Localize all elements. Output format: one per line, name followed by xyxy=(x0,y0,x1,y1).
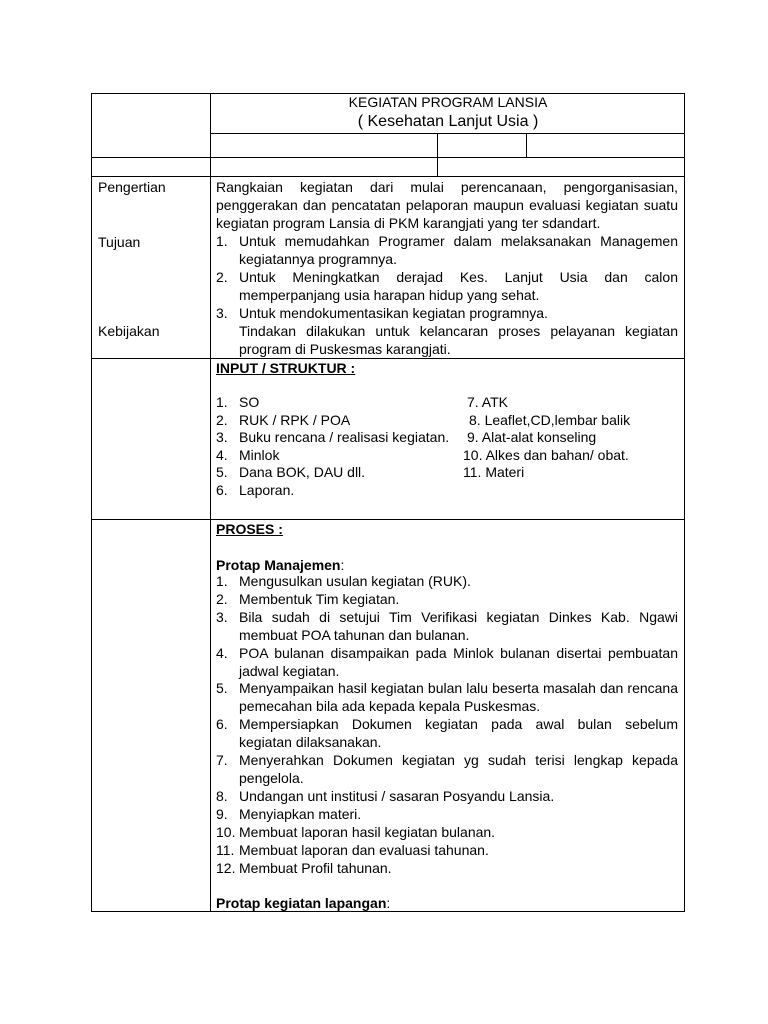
protap-manajemen-title: Protap Manajemen xyxy=(216,557,341,573)
row-divider xyxy=(91,519,685,520)
list-text: Buku rencana / realisasi kegiatan. xyxy=(239,429,450,446)
list-text: Undangan unt institusi / sasaran Posyandu Lansia. xyxy=(239,787,555,804)
list-text-right: 9. Alat-alat konseling xyxy=(467,429,597,446)
list-number: 1. xyxy=(216,573,228,589)
list-number: 1. xyxy=(216,233,228,249)
list-item xyxy=(216,645,678,681)
list-item xyxy=(216,447,678,465)
list-item xyxy=(216,860,678,878)
list-text: Dana BOK, DAU dll. xyxy=(239,464,366,481)
list-number: 8. xyxy=(216,787,228,804)
kebijakan-text: Tindakan dilakukan untuk kelancaran proses pelayanan kegiatan program di Puskesmas karangjati. xyxy=(239,323,678,357)
list-number: 3. xyxy=(216,608,228,625)
list-number: 4. xyxy=(216,644,228,661)
protap-lapangan-title: Protap kegiatan lapangan xyxy=(216,895,387,911)
row-divider xyxy=(91,157,685,158)
list-item xyxy=(216,824,678,842)
header-subcell-divider-1 xyxy=(437,133,438,177)
list-item xyxy=(216,680,678,716)
list-item xyxy=(216,464,678,482)
list-text-right: 11. Materi xyxy=(463,464,525,481)
header-divider xyxy=(210,133,685,134)
list-text: Laporan. xyxy=(239,481,295,498)
list-text: Mempersiapkan Dokumen kegiatan pada awal bulan sebelum kegiatan dilaksanakan. xyxy=(239,716,678,751)
list-item xyxy=(216,429,678,447)
list-text: Membuat Profil tahunan. xyxy=(239,859,392,876)
list-number: 3. xyxy=(216,304,228,321)
list-number: 11. xyxy=(216,841,235,858)
list-text-right: 8. Leaflet,CD,lembar balik xyxy=(469,411,631,428)
protap-lapangan-heading: Protap kegiatan lapangan: xyxy=(216,895,391,911)
list-number: 4. xyxy=(216,446,228,463)
list-text: Membentuk Tim kegiatan. xyxy=(239,590,400,607)
proses-heading: PROSES : xyxy=(216,521,283,537)
protap-manajemen-heading: Protap Manajemen: xyxy=(216,557,345,573)
list-number: 5. xyxy=(216,464,228,481)
list-item xyxy=(216,412,678,430)
input-heading: INPUT / STRUKTUR : xyxy=(216,360,356,376)
list-text: Untuk mendokumentasikan kegiatan programnya. xyxy=(239,304,548,321)
list-text: SO xyxy=(239,394,260,410)
list-item xyxy=(216,788,678,806)
pengertian-label: Pengertian xyxy=(98,179,166,195)
list-item xyxy=(216,716,678,752)
list-text: Mengusulkan usulan kegiatan (RUK). xyxy=(239,573,471,589)
list-number: 2. xyxy=(216,590,228,607)
tujuan-label: Tujuan xyxy=(98,234,141,250)
list-text: Untuk Meningkatkan derajad Kes. Lanjut Usia dan calon memperpanjang usia harapan hidup yang sehat. xyxy=(239,268,678,303)
list-text: Menyerahkan Dokumen kegiatan yg sudah terisi lengkap kepada pengelola. xyxy=(239,752,678,786)
list-text: Menyiapkan materi. xyxy=(239,805,362,822)
list-item xyxy=(216,269,678,305)
list-number: 2. xyxy=(216,268,228,285)
tujuan-list xyxy=(216,233,678,323)
list-text: Minlok xyxy=(239,446,280,463)
list-item xyxy=(216,394,678,412)
list-text: RUK / RPK / POA xyxy=(239,411,351,428)
list-number: 7. xyxy=(216,752,228,769)
list-number: 1. xyxy=(216,394,228,410)
list-text-right: 7. ATK xyxy=(467,394,508,410)
document-subtitle: ( Kesehatan Lanjut Usia ) xyxy=(357,113,539,130)
list-text-right: 10. Alkes dan bahan/ obat. xyxy=(463,446,629,463)
list-text: Menyampaikan hasil kegiatan bulan lalu beserta masalah dan rencana pemecahan bila ada kepada kepala Puskesmas. xyxy=(239,680,678,715)
row-divider xyxy=(91,176,685,177)
list-item xyxy=(216,591,678,609)
list-number: 12. xyxy=(216,859,236,876)
list-text: POA bulanan disampaikan pada Minlok bulanan disertai pembuatan jadwal kegiatan. xyxy=(239,644,678,679)
row-divider xyxy=(91,358,685,359)
header-subcell-divider-2 xyxy=(526,133,527,158)
list-number: 9. xyxy=(216,805,228,822)
list-item xyxy=(216,609,678,645)
list-item xyxy=(216,806,678,824)
list-number: 6. xyxy=(216,481,228,498)
list-item xyxy=(216,752,678,788)
kebijakan-label: Kebijakan xyxy=(98,323,160,339)
list-text: Membuat laporan hasil kegiatan bulanan. xyxy=(239,823,496,840)
list-number: 6. xyxy=(216,716,228,733)
proses-list xyxy=(216,573,678,877)
input-list xyxy=(216,394,678,500)
list-item xyxy=(216,482,678,500)
list-item xyxy=(216,573,678,591)
list-item xyxy=(216,842,678,860)
list-item xyxy=(216,233,678,269)
list-text: Bila sudah di setujui Tim Verifikasi kegiatan Dinkes Kab. Ngawi membuat POA tahunan dan bulanan. xyxy=(239,608,678,643)
pengertian-text: Rangkaian kegiatan dari mulai perencanaan, pengorganisasian, penggerakan dan pencatatan pelaporan maupun evaluasi kegiatan suatu kegiatan program Lansia di PKM karangjati yang ter sdandart. xyxy=(216,179,678,232)
list-number: 10. xyxy=(216,823,236,840)
list-item xyxy=(216,305,678,323)
list-text: Untuk memudahkan Programer dalam melaksanakan Managemen kegiatannya programnya. xyxy=(239,233,678,267)
list-number: 3. xyxy=(216,429,228,446)
list-text: Membuat laporan dan evaluasi tahunan. xyxy=(239,841,489,858)
document-title: KEGIATAN PROGRAM LANSIA xyxy=(348,94,548,110)
list-number: 5. xyxy=(216,680,228,697)
column-divider xyxy=(210,93,211,912)
list-number: 2. xyxy=(216,411,228,428)
